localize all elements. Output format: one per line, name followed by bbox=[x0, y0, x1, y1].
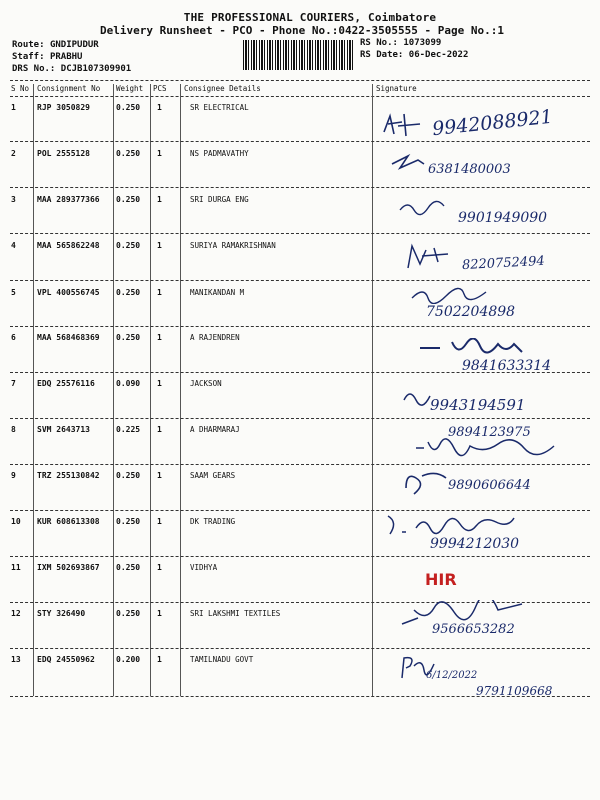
row-signature: 9942088921 bbox=[431, 105, 554, 141]
row-pcs: 1 bbox=[157, 288, 162, 297]
row-divider bbox=[10, 141, 590, 142]
row-divider bbox=[10, 556, 590, 557]
col-divider bbox=[372, 84, 373, 696]
row-divider bbox=[10, 648, 590, 649]
row-pcs: 1 bbox=[157, 425, 162, 434]
signature-scribble bbox=[380, 110, 430, 140]
signature-scribble bbox=[410, 286, 490, 304]
row-sno: 10 bbox=[11, 517, 21, 526]
rs-no-line bbox=[360, 38, 441, 48]
row-signature: 9943194591 bbox=[430, 396, 526, 414]
row-weight: 0.225 bbox=[116, 425, 141, 434]
row-weight: 0.250 bbox=[116, 103, 141, 112]
col-weight: Weight bbox=[116, 84, 144, 93]
row-divider bbox=[10, 372, 590, 373]
barcode bbox=[243, 40, 353, 70]
row-pcs: 1 bbox=[157, 471, 162, 480]
row-weight: 0.250 bbox=[116, 471, 141, 480]
row-divider bbox=[10, 326, 590, 327]
row-consignment: VPL 400556745 bbox=[37, 288, 100, 297]
drs-value: DCJB107309901 bbox=[60, 64, 132, 74]
row-divider bbox=[10, 464, 590, 465]
row-weight: 0.250 bbox=[116, 241, 141, 250]
row-signature: 9566653282 bbox=[432, 622, 515, 637]
signature-scribble bbox=[402, 468, 452, 498]
row-sno: 13 bbox=[11, 655, 21, 664]
row-signature: 9841633314 bbox=[462, 358, 552, 374]
row-sno: 2 bbox=[11, 149, 16, 158]
row-divider bbox=[10, 280, 590, 281]
document-subtitle: Delivery Runsheet - PCO - Phone No.:0422-3505555 - Page No.:1 bbox=[100, 24, 504, 37]
row-weight: 0.250 bbox=[116, 149, 141, 158]
rs-date-line bbox=[360, 50, 468, 60]
drs-label: DRS No.: bbox=[12, 64, 56, 74]
row-consignee: SR ELECTRICAL bbox=[190, 103, 249, 112]
row-signature: 8220752494 bbox=[461, 253, 546, 274]
col-consignee: Consignee Details bbox=[184, 84, 261, 93]
row-pcs: 1 bbox=[157, 517, 162, 526]
row-consignment: POL 2555128 bbox=[37, 149, 90, 158]
staff-value: PRABHU bbox=[49, 52, 83, 62]
row-sno: 4 bbox=[11, 241, 16, 250]
row-sno: 12 bbox=[11, 609, 21, 618]
row-consignee: SURIYA RAMAKRISHNAN bbox=[190, 241, 276, 250]
route-value: GNDIPUDUR bbox=[49, 40, 99, 50]
staff-label: Staff: bbox=[12, 52, 45, 62]
row-weight: 0.090 bbox=[116, 379, 141, 388]
row-signature: 9890606644 bbox=[448, 478, 531, 493]
col-divider bbox=[33, 84, 34, 696]
rs-no-label: RS No.: bbox=[360, 38, 398, 48]
row-consignee: VIDHYA bbox=[190, 563, 218, 572]
route-line bbox=[12, 40, 99, 50]
rs-no-value: 1073099 bbox=[403, 38, 442, 48]
row-weight: 0.250 bbox=[116, 609, 141, 618]
col-consignment: Consignment No bbox=[37, 84, 101, 93]
row-divider bbox=[10, 233, 590, 234]
col-sno: S No bbox=[11, 84, 30, 93]
row-weight: 0.250 bbox=[116, 288, 141, 297]
rs-date-value: 06-Dec-2022 bbox=[408, 50, 469, 60]
row-weight: 0.250 bbox=[116, 517, 141, 526]
table-header-rule bbox=[10, 96, 590, 97]
row-sno: 7 bbox=[11, 379, 16, 388]
row-sno: 9 bbox=[11, 471, 16, 480]
row-divider bbox=[10, 187, 590, 188]
drs-line bbox=[12, 64, 131, 74]
signature-scribble bbox=[388, 150, 428, 174]
row-pcs: 1 bbox=[157, 333, 162, 342]
row-consignment: MAA 289377366 bbox=[37, 195, 100, 204]
document-title: THE PROFESSIONAL COURIERS, Coimbatore bbox=[183, 11, 437, 24]
row-consignment: SVM 2643713 bbox=[37, 425, 90, 434]
signature-scribble bbox=[414, 438, 564, 460]
row-pcs: 1 bbox=[157, 563, 162, 572]
row-signature: 9791109668 bbox=[476, 684, 553, 698]
row-pcs: 1 bbox=[157, 379, 162, 388]
signature-scribble bbox=[404, 242, 456, 272]
row-pcs: 1 bbox=[157, 195, 162, 204]
row-consignment: MAA 565862248 bbox=[37, 241, 100, 250]
row-consignment: EDQ 25576116 bbox=[37, 379, 95, 388]
col-signature: Signature bbox=[376, 84, 417, 93]
row-consignee: TAMILNADU GOVT bbox=[190, 655, 254, 664]
row-consignee: MANIKANDAN M bbox=[190, 288, 245, 297]
row-signature: 9901949090 bbox=[458, 210, 548, 226]
row-consignment: IXM 502693867 bbox=[37, 563, 100, 572]
row-weight: 0.250 bbox=[116, 563, 141, 572]
row-consignee: NS PADMAVATHY bbox=[190, 149, 249, 158]
row-pcs: 1 bbox=[157, 609, 162, 618]
row-consignment: KUR 608613308 bbox=[37, 517, 100, 526]
row-weight: 0.250 bbox=[116, 195, 141, 204]
col-divider bbox=[180, 84, 181, 696]
row-consignee: SAAM GEARS bbox=[190, 471, 236, 480]
row-signature: 6381480003 bbox=[428, 162, 511, 177]
row-pcs: 1 bbox=[157, 149, 162, 158]
signature-scribble bbox=[418, 338, 538, 360]
signature-scribble bbox=[384, 512, 524, 538]
rs-date-label: RS Date: bbox=[360, 50, 404, 60]
row-consignee: A RAJENDREN bbox=[190, 333, 240, 342]
row-divider bbox=[10, 510, 590, 511]
row-weight: 0.250 bbox=[116, 333, 141, 342]
row-signature: 9994212030 bbox=[430, 536, 520, 552]
row-pcs: 1 bbox=[157, 655, 162, 664]
row-consignment: MAA 568468369 bbox=[37, 333, 100, 342]
row-sno: 6 bbox=[11, 333, 16, 342]
row-consignee: SRI DURGA ENG bbox=[190, 195, 249, 204]
table-top-rule bbox=[10, 80, 590, 81]
row-pcs: 1 bbox=[157, 103, 162, 112]
route-label: Route: bbox=[12, 40, 45, 50]
row-signature: HIR bbox=[425, 570, 457, 589]
table-bottom-rule bbox=[10, 696, 590, 697]
signature-scribble bbox=[398, 198, 448, 216]
row-sno: 3 bbox=[11, 195, 16, 204]
row-signature-date: 6/12/2022 bbox=[426, 670, 478, 681]
col-pcs: PCS bbox=[153, 84, 167, 93]
row-consignee: JACKSON bbox=[190, 379, 222, 388]
row-consignment: EDQ 24550962 bbox=[37, 655, 95, 664]
row-weight: 0.200 bbox=[116, 655, 141, 664]
row-consignment: TRZ 255130842 bbox=[37, 471, 100, 480]
row-consignment: STY 326490 bbox=[37, 609, 86, 618]
row-pcs: 1 bbox=[157, 241, 162, 250]
staff-line bbox=[12, 52, 82, 62]
row-consignee: SRI LAKSHMI TEXTILES bbox=[190, 609, 281, 618]
col-divider bbox=[150, 84, 151, 696]
row-sno: 8 bbox=[11, 425, 16, 434]
row-sno: 11 bbox=[11, 563, 21, 572]
row-consignment: RJP 3050829 bbox=[37, 103, 90, 112]
row-consignee: A DHARMARAJ bbox=[190, 425, 240, 434]
row-consignee: DK TRADING bbox=[190, 517, 236, 526]
row-signature: 9894123975 bbox=[448, 425, 531, 440]
row-sno: 5 bbox=[11, 288, 16, 297]
row-signature: 7502204898 bbox=[426, 304, 516, 320]
row-sno: 1 bbox=[11, 103, 16, 112]
row-divider bbox=[10, 418, 590, 419]
col-divider bbox=[113, 84, 114, 696]
